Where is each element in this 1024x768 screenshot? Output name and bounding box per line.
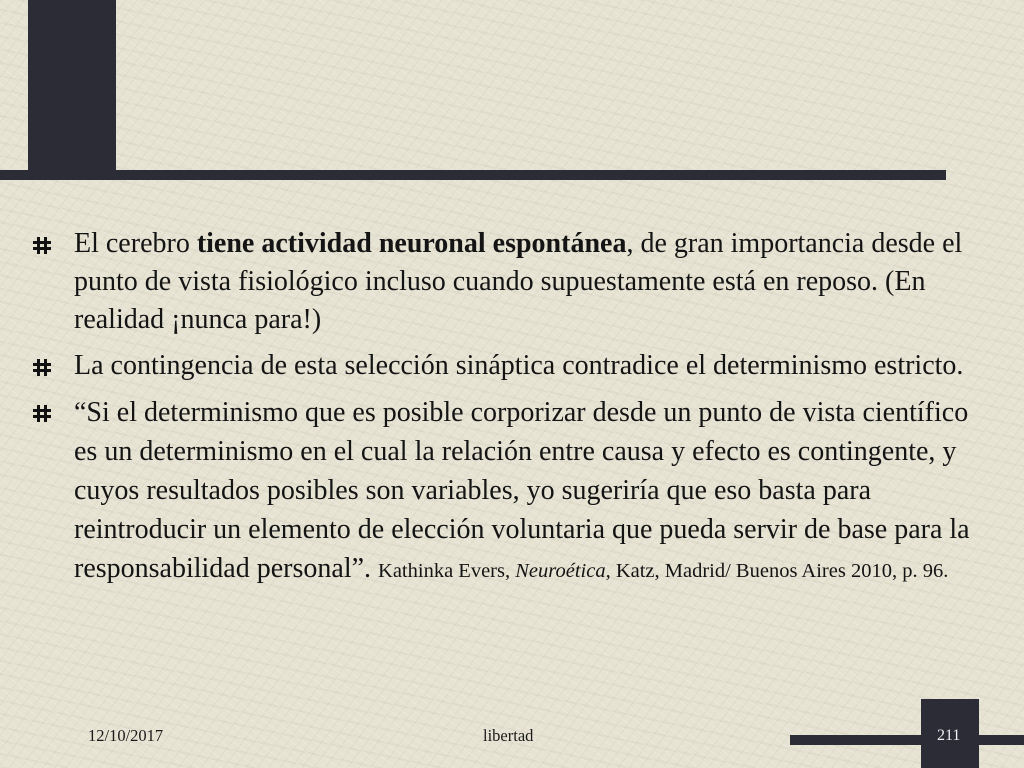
citation-author: Kathinka Evers, [378, 560, 516, 582]
page-number: 211 [937, 727, 961, 744]
bullet-text [74, 225, 970, 339]
decorative-vertical-bar [28, 0, 116, 180]
bullet-item [30, 347, 970, 385]
bullet-text-bold: tiene actividad neuronal espontánea [196, 228, 627, 259]
citation-title: Neuroética, [515, 560, 611, 582]
bullet-quote [74, 393, 970, 588]
slide-body [30, 225, 970, 588]
bullet-text-plain: El cerebro [74, 228, 197, 259]
hash-bullet-icon [32, 235, 52, 255]
footer-decorative-bar [790, 735, 1024, 745]
quote-text: “Si el determinismo que es posible corporizar desde un punto de vista científico es un determinismo en el cual la relación entre causa y efecto es contingente, y cuyos resultados posibles son variables, yo sugeriría que eso basta para reintroducir un elemento de elección voluntaria que pueda servir de base para la responsabilidad personal”. [74, 397, 970, 584]
footer-title: libertad [483, 726, 534, 745]
citation-details: Katz, Madrid/ Buenos Aires 2010, p. 96. [610, 560, 949, 582]
hash-bullet-icon [32, 403, 52, 423]
footer-date: 12/10/2017 [88, 726, 164, 745]
hash-bullet-icon [32, 357, 52, 377]
bullet-item [30, 225, 970, 339]
decorative-horizontal-bar [0, 170, 946, 180]
bullet-text: La contingencia de esta selección sináptica contradice el determinismo estricto. [74, 350, 964, 381]
bullet-item [30, 393, 970, 588]
bullet-text-plain: , de gran importancia desde el punto de vista fisiológico incluso cuando supuestamente está en reposo. (En realidad ¡nunca para!) [74, 228, 963, 335]
citation [378, 560, 948, 582]
